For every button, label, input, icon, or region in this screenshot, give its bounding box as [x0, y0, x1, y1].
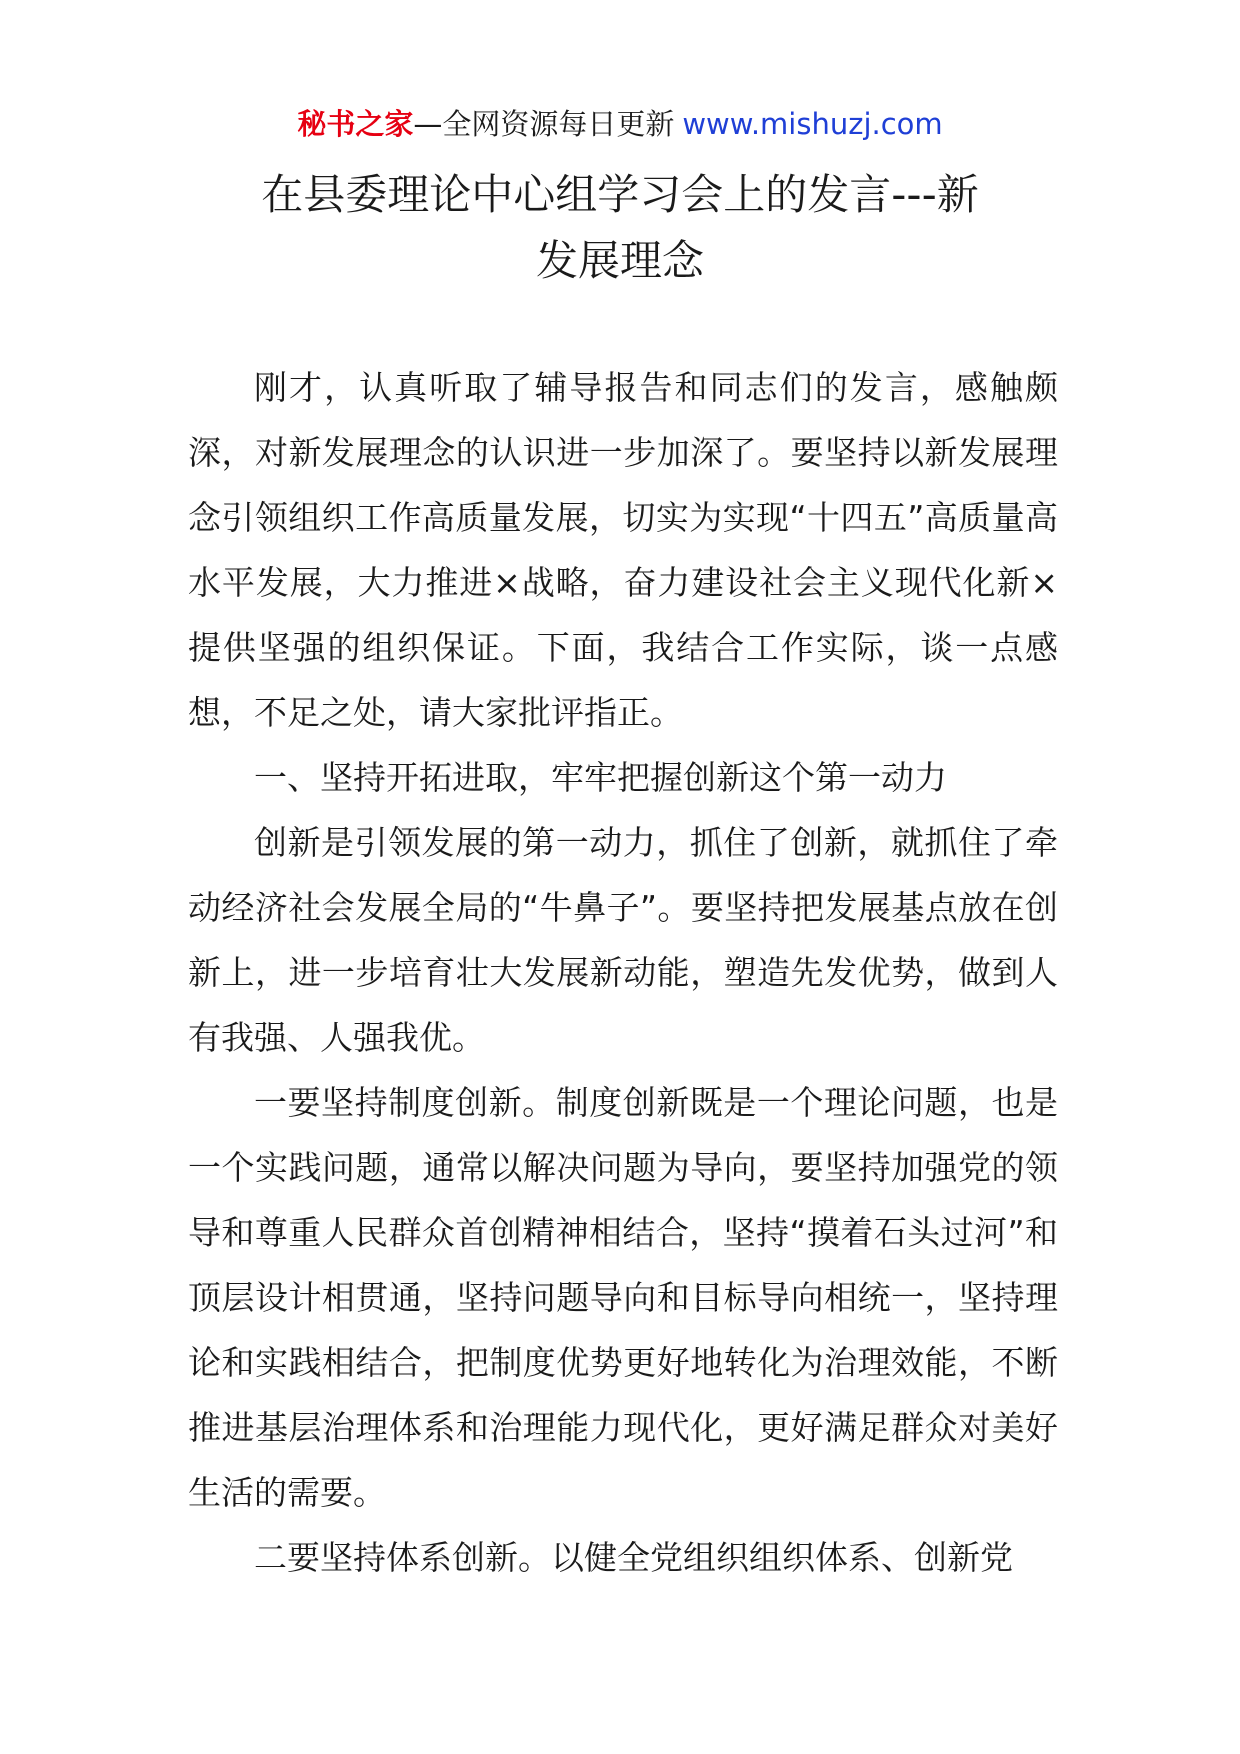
header-slogan: —全网资源每日更新	[413, 107, 675, 141]
paragraph-institutional-innovation: 一要坚持制度创新。制度创新既是一个理论问题，也是一个实践问题，通常以解决问题为导向，要坚持加强党的领导和尊重人民群众首创精神相结合，坚持“摸着石头过河”和顶层设计相贯通，坚持问题导向和目标导向相统一，坚持理论和实践相结合，把制度优势更好地转化为治理效能，不断推进基层治理体系和治理能力现代化，更好满足群众对美好生活的需要。	[188, 1083, 1058, 1512]
title-line-1: 在县委理论中心组学习会上的发言---新	[261, 170, 979, 219]
document-title	[180, 162, 1060, 294]
page-header	[0, 104, 1240, 144]
section-heading-1: 一、坚持开拓进取，牢牢把握创新这个第一动力	[254, 758, 947, 797]
paragraph-innovation: 创新是引领发展的第一动力，抓住了创新，就抓住了牵动经济社会发展全局的“牛鼻子”。要坚持把发展基点放在创新上，进一步培育壮大发展新动能，塑造先发优势，做到人有我强、人强我优。	[188, 823, 1058, 1057]
paragraph-system-innovation: 二要坚持体系创新。以健全党组织组织体系、创新党	[254, 1538, 1013, 1577]
document-body	[188, 355, 1058, 1590]
paragraph-intro: 刚才，认真听取了辅导报告和同志们的发言，感触颇深，对新发展理念的认识进一步加深了。要坚持以新发展理念引领组织工作高质量发展，切实为实现“十四五”高质量高水平发展，大力推进×战略，奋力建设社会主义现代化新×提供坚强的组织保证。下面，我结合工作实际，谈一点感想，不足之处，请大家批评指正。	[188, 368, 1058, 732]
title-line-2: 发展理念	[535, 236, 704, 285]
site-url-link[interactable]: www.mishuzj.com	[682, 107, 943, 141]
brand-name: 秘书之家	[297, 107, 414, 141]
